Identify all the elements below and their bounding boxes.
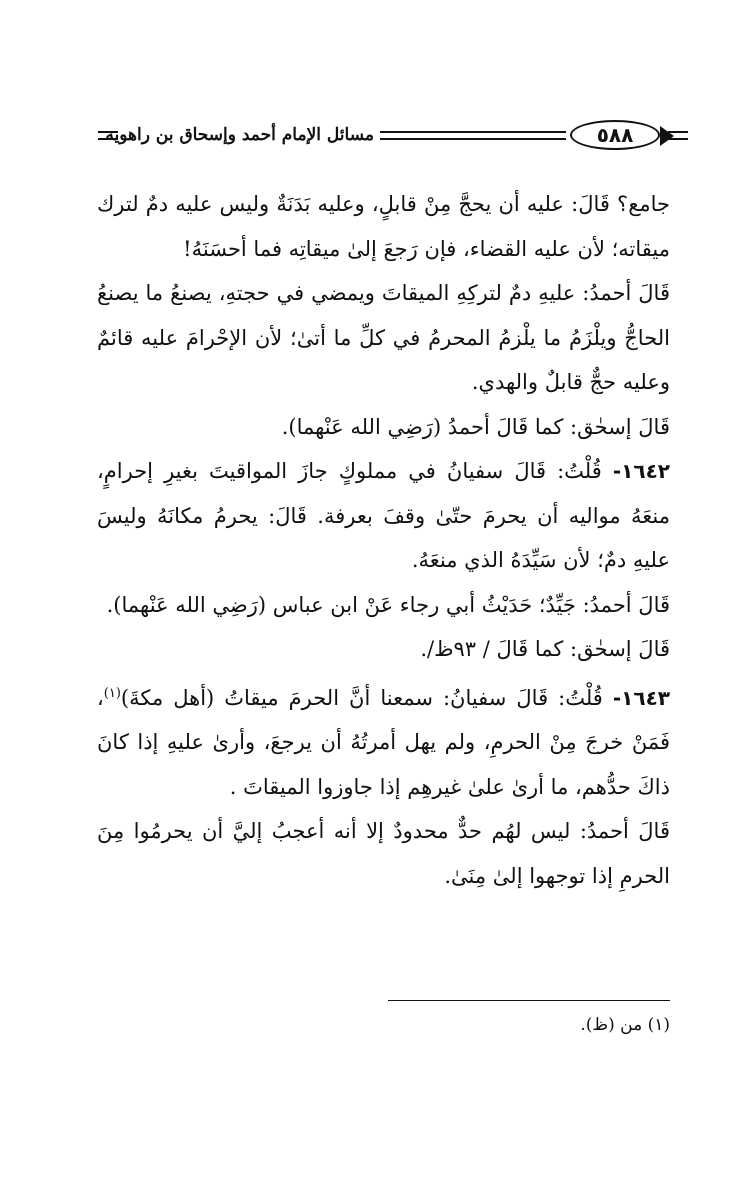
footnote-separator [388, 1000, 670, 1001]
paragraph: قَالَ أحمدُ: جَيِّدٌ؛ حَدَيْثُ أبي رجاء عَنْ ابن عباس (رَضِي الله عَنْهما). [106, 592, 670, 617]
footnote: (١) من (ظ). [580, 1015, 670, 1035]
running-header [98, 118, 688, 154]
entry-number: ١٦٤٣- [612, 685, 670, 710]
paragraph: قَالَ إسحٰق: كما قَالَ / ٩٣ظ/. [420, 637, 670, 661]
entry-text: قُلْتُ: قَالَ سفيانُ: سمعنا أنَّ الحرمَ ميقاتُ (أهل مكةَ) [120, 685, 603, 710]
paragraph: قَالَ أحمدُ: ليس لهُم حدٌّ محدودٌ إلا أنه أعجبُ إليَّ أن يحرمُوا مِنَ الحرمِ إذا توجهوا إلىٰ مِنَىٰ. [97, 819, 670, 888]
header-rule-middle [380, 131, 566, 140]
header-rule-right [668, 131, 688, 140]
entry-text: قُلْتُ: قَالَ سفيانُ في مملوكٍ جازَ المواقيتَ بغيرِ إحرامٍ، منعَهُ مواليه أن يحرمَ حتّىٰ وقفَ بعرفة. قَالَ: يحرمُ مكانَهُ وليسَ عليهِ دمٌ؛ لأن سَيِّدَهُ الذي منعَهُ. [97, 459, 670, 572]
entry-1642 [97, 449, 670, 583]
body-text [97, 182, 670, 898]
entry-1643 [97, 672, 670, 810]
page-number-ornament [568, 118, 688, 154]
entry-number: ١٦٤٢- [612, 459, 670, 483]
running-title: مسائل الإمام أحمد وإسحاق بن راهويه [105, 125, 374, 145]
paragraph: قَالَ أحمدُ: عليهِ دمٌ لتركِهِ الميقاتَ ويمضي في حجتهِ، يصنعُ ما يصنعُ الحاجُّ ويلْزَمُ ما يلْزمُ المحرمُ في كلِّ ما أتىٰ؛ لأن الإحْرامَ عليه قائمٌ وعليه حجٌّ قابلٌ والهدي. [97, 281, 670, 394]
footnote-marker: (١) [103, 685, 121, 701]
page-number: ٥٨٨ [570, 120, 660, 150]
entry-text-continued: ، فَمَنْ خرجَ مِنْ الحرمِ، ولم يهل أمرتُهُ أن يرجعَ، وأرىٰ عليهِ إذا كانَ ذاكَ حدُّهم، ما أرىٰ علىٰ غيرهِم إذا جاوزوا الميقاتَ . [97, 685, 670, 799]
paragraph: قَالَ إسحٰق: كما قَالَ أحمدُ (رَضِي الله عَنْهما). [281, 414, 670, 439]
paragraph: جامع؟ قَالَ: عليه أن يحجَّ مِنْ قابلٍ، وعليه بَدَنَةٌ وليس عليه دمٌ لترك ميقاته؛ لأن عليه القضاء، فإن رَجعَ إلىٰ ميقاتِه فما أحسَنَهُ! [97, 192, 670, 261]
